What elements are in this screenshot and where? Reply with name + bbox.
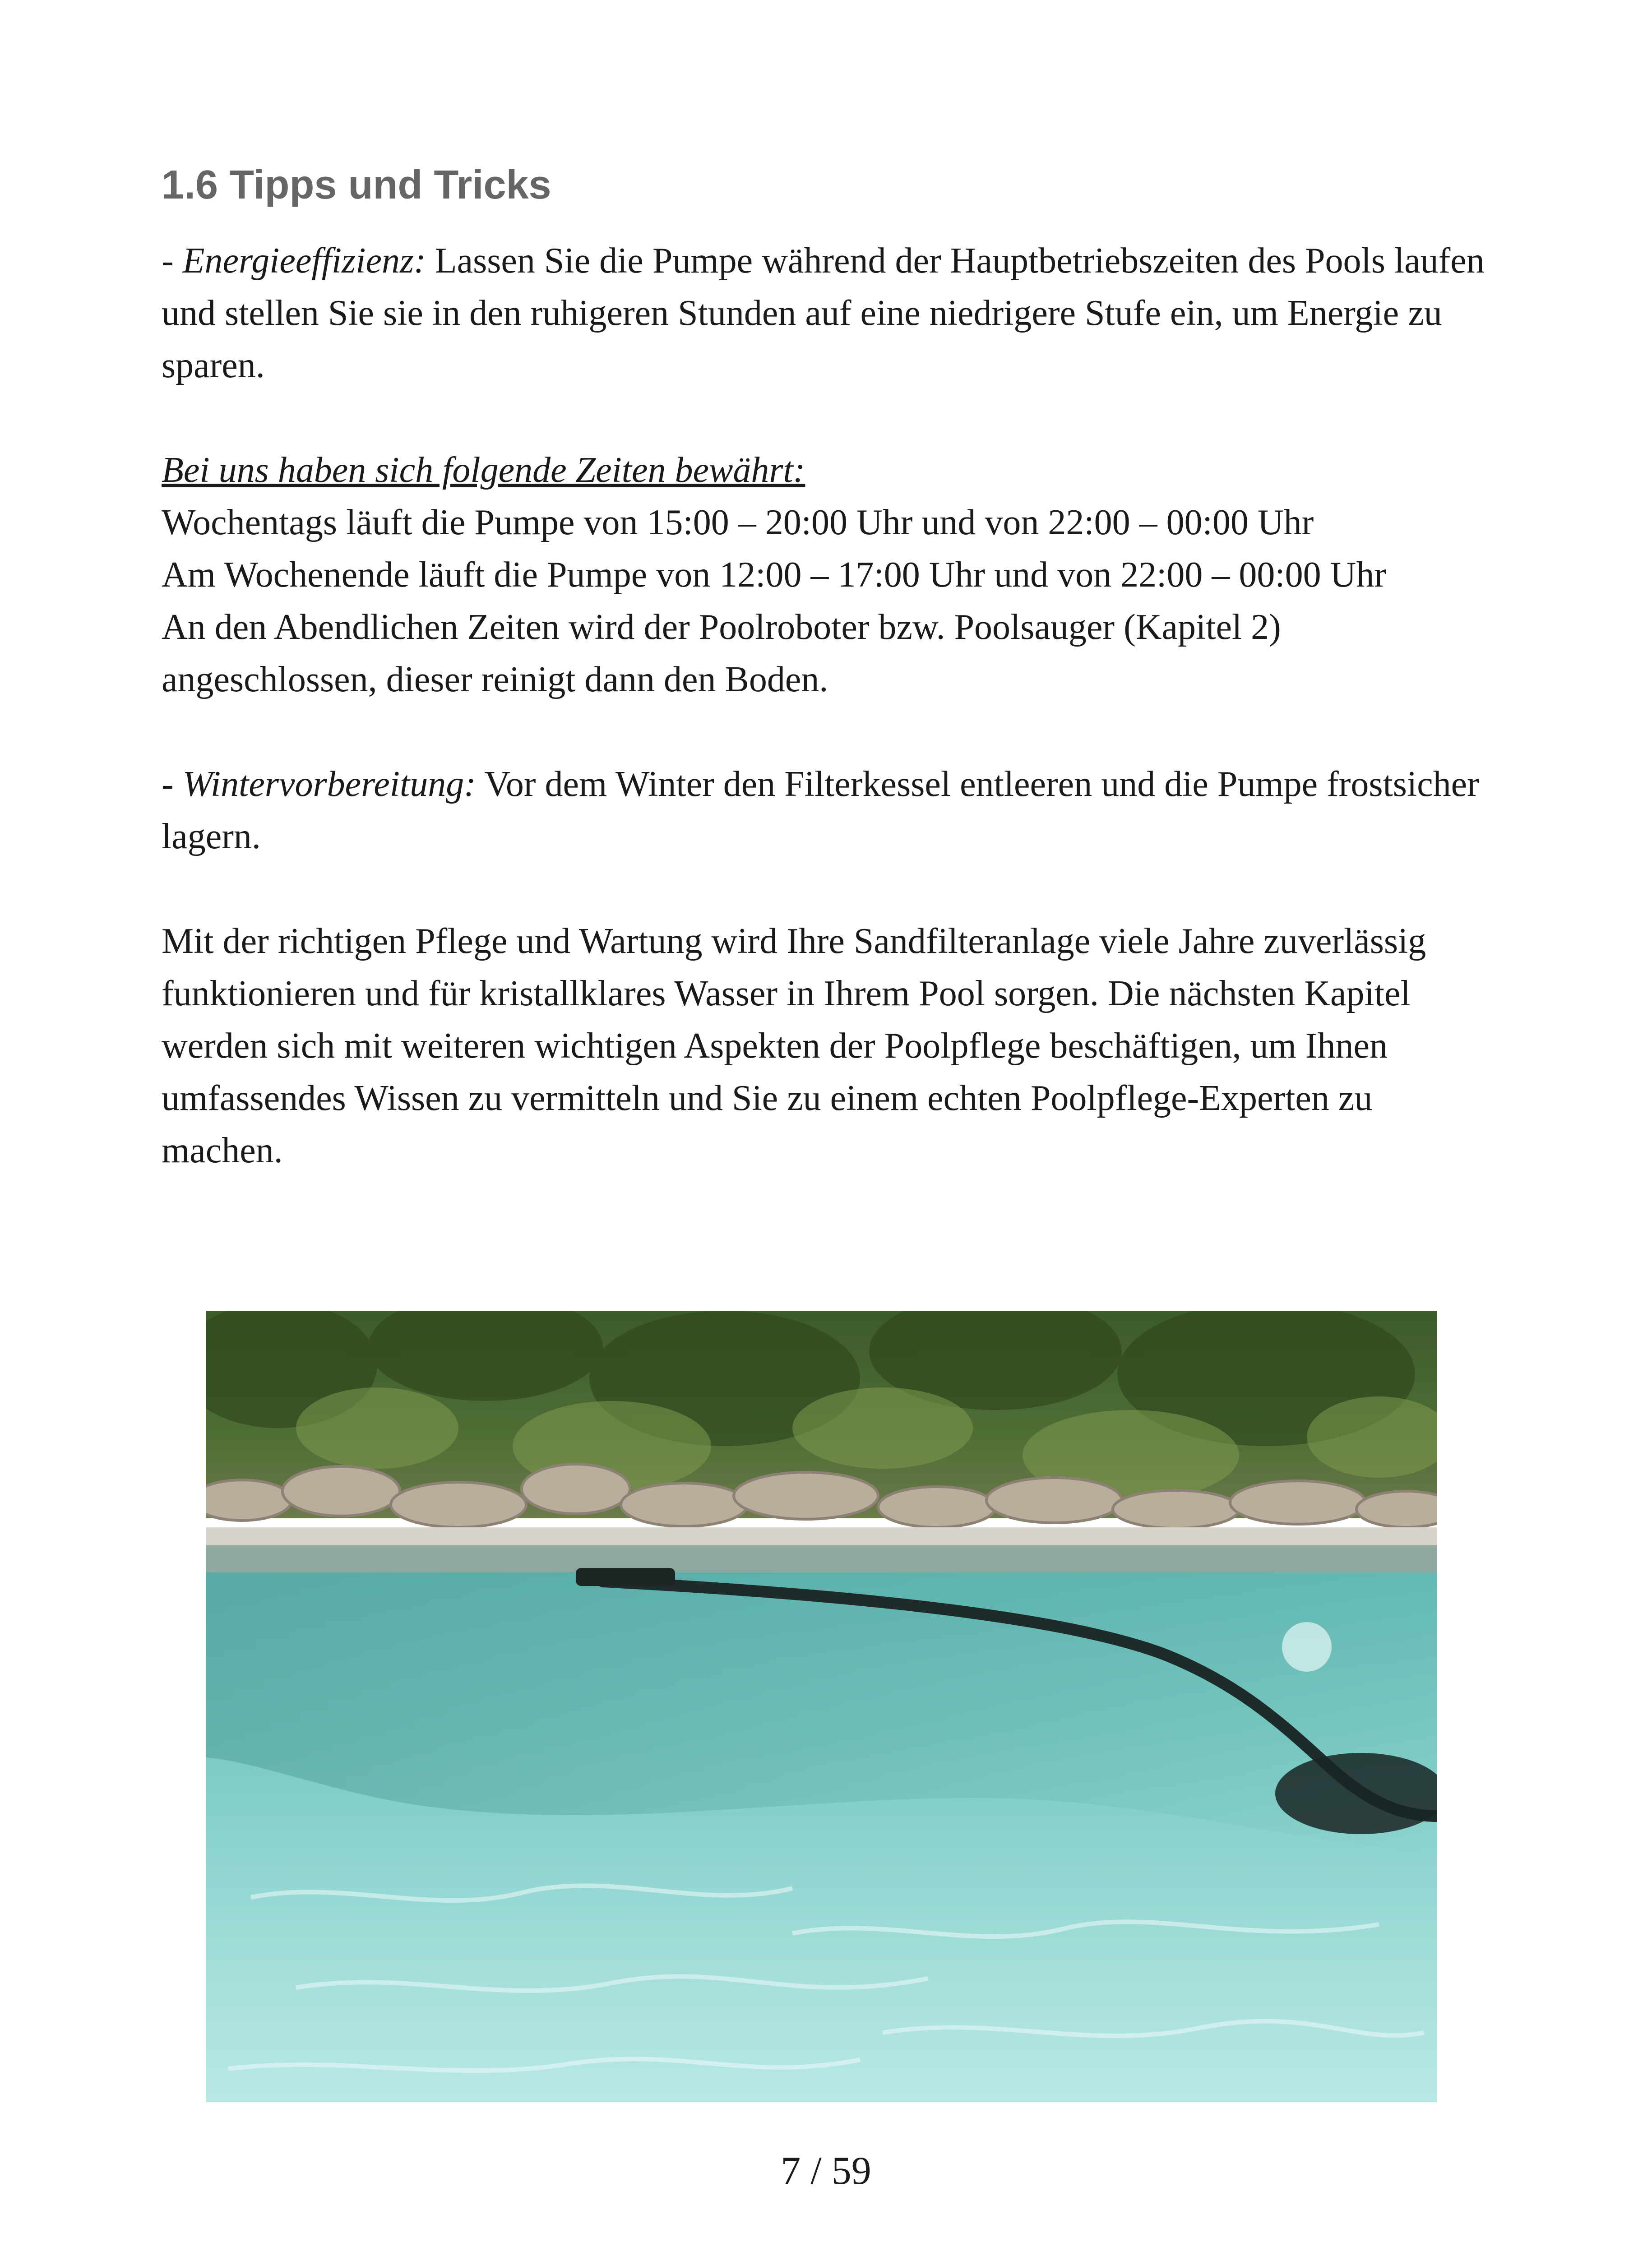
page-content [162, 153, 1497, 1177]
tip-winter-prefix: - [162, 764, 183, 804]
tip-energy-paragraph [162, 235, 1497, 392]
tip-energy-prefix: - [162, 241, 183, 281]
pool-photo [206, 1311, 1437, 2102]
schedule-evening: An den Abendlichen Zeiten wird der Poolroboter bzw. Poolsauger (Kapitel 2) angeschlossen, dieser reinigt dann den Boden. [162, 607, 1281, 699]
tip-winter-paragraph [162, 758, 1497, 863]
section-heading: 1.6 Tipps und Tricks [162, 162, 551, 208]
schedule-title: Bei uns haben sich folgende Zeiten bewährt: [162, 450, 805, 490]
tip-winter-text: Vor dem Winter den Filterkessel entleeren und die Pumpe frostsicher lagern. [162, 764, 1479, 856]
tip-energy-text: Lassen Sie die Pumpe während der Hauptbetriebszeiten des Pools laufen und stellen Sie sie in den ruhigeren Stunden auf eine niedrigere Stufe ein, um Energie zu sparen. [162, 241, 1485, 385]
page-number: 7 / 59 [781, 2149, 871, 2193]
schedule-weekdays: Wochentags läuft die Pumpe von 15:00 – 20:00 Uhr und von 22:00 – 00:00 Uhr [162, 503, 1314, 542]
tip-winter-term: Wintervorbereitung: [182, 764, 476, 804]
conclusion-paragraph: Mit der richtigen Pflege und Wartung wird Ihre Sandfilteranlage viele Jahre zuverlässig funktionieren und für kristallklares Wasser in Ihrem Pool sorgen. Die nächsten Kapitel werden sich mit weiteren wichtigen Aspekten der Poolpflege beschäftigen, um Ihnen umfassendes Wissen zu vermitteln und Sie zu einem echten Poolpflege-Experten zu machen. [162, 921, 1426, 1170]
schedule-weekend: Am Wochenende läuft die Pumpe von 12:00 – 17:00 Uhr und von 22:00 – 00:00 Uhr [162, 555, 1386, 595]
schedule-block [162, 444, 1497, 706]
tip-energy-term: Energieeffizienz: [182, 241, 426, 281]
